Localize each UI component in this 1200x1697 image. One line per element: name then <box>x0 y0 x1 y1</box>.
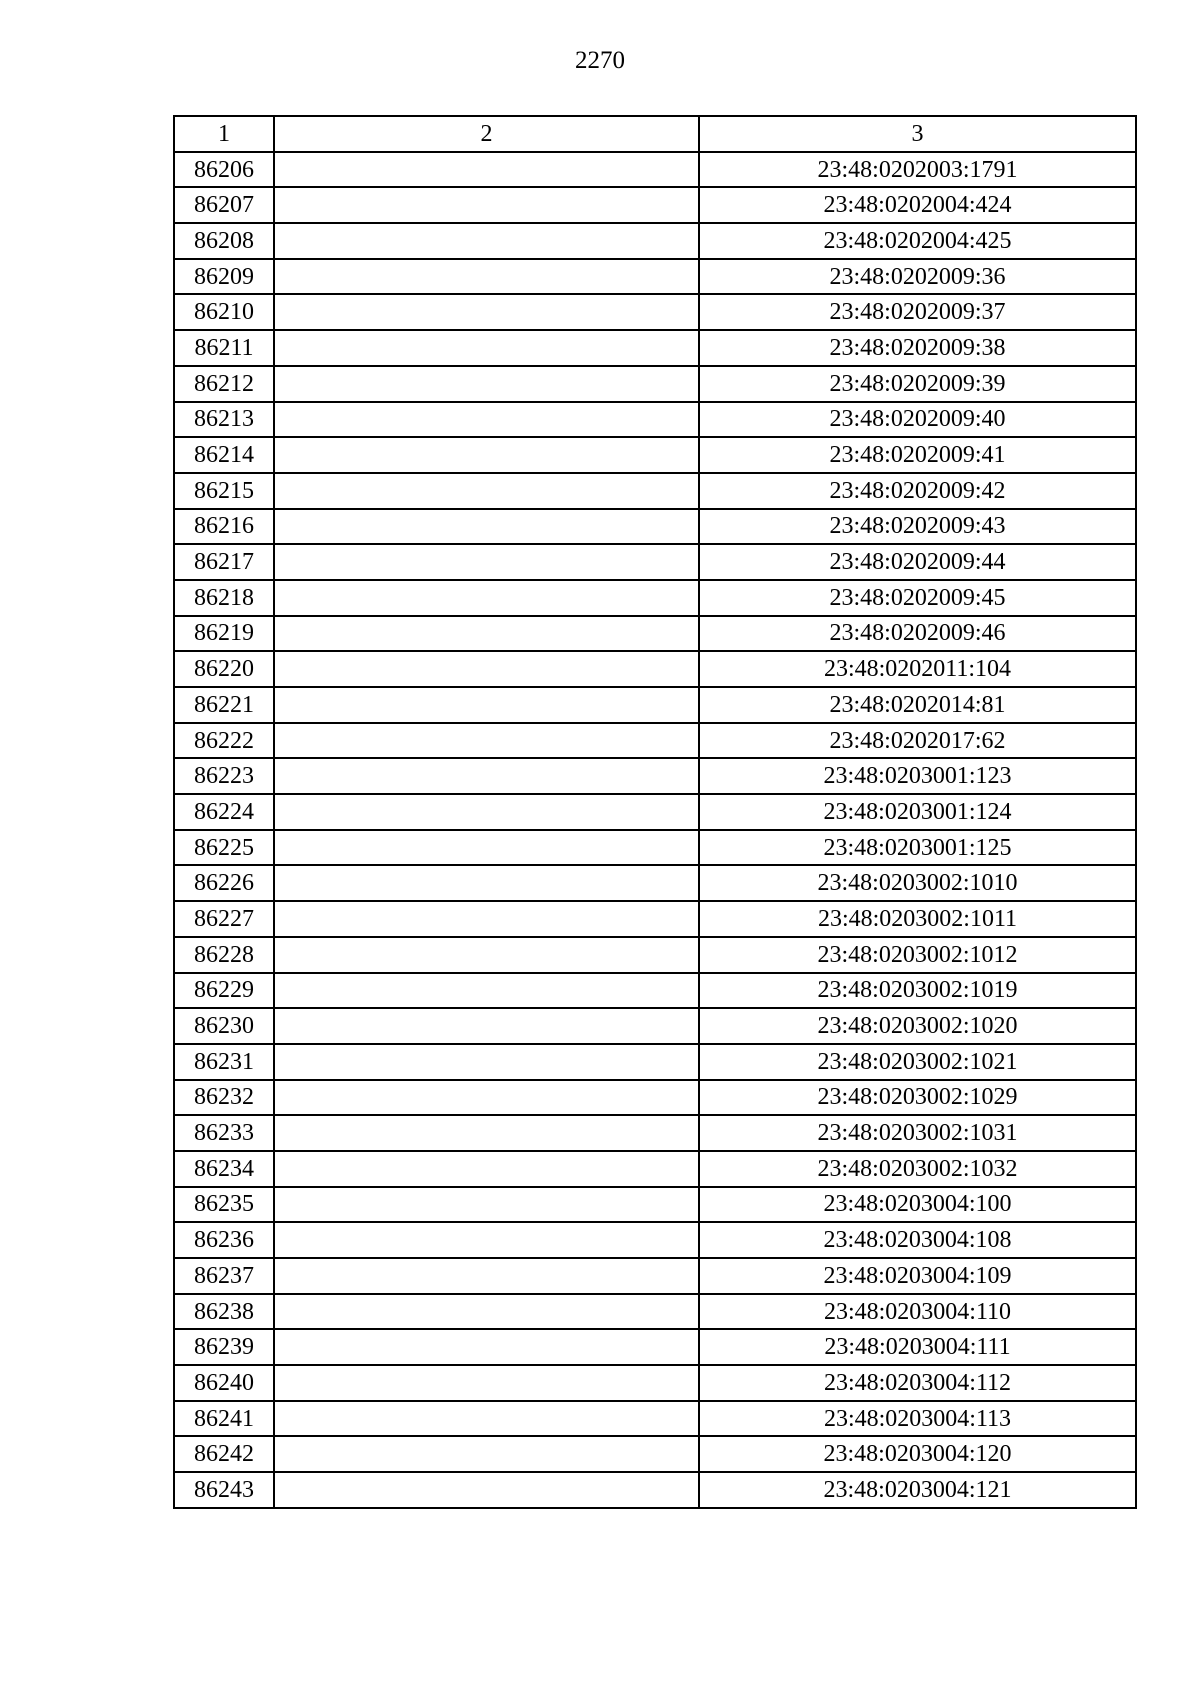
table-row <box>174 544 1136 580</box>
cadastral-number-cell: 23:48:0202004:424 <box>699 187 1136 223</box>
description-cell <box>274 1222 699 1258</box>
column-header-3: 3 <box>699 116 1136 152</box>
description-cell <box>274 1294 699 1330</box>
row-number-cell: 86220 <box>174 651 274 687</box>
description-cell <box>274 223 699 259</box>
description-cell <box>274 437 699 473</box>
description-cell <box>274 1472 699 1508</box>
description-cell <box>274 687 699 723</box>
cadastral-number-cell: 23:48:0202009:44 <box>699 544 1136 580</box>
row-number-cell: 86243 <box>174 1472 274 1508</box>
registry-table <box>173 115 1137 1509</box>
cadastral-number-cell: 23:48:0203002:1031 <box>699 1115 1136 1151</box>
header-row <box>174 116 1136 152</box>
cadastral-number-cell: 23:48:0203004:110 <box>699 1294 1136 1330</box>
cadastral-number-cell: 23:48:0203002:1021 <box>699 1044 1136 1080</box>
table-row <box>174 509 1136 545</box>
cadastral-number-cell: 23:48:0203004:109 <box>699 1258 1136 1294</box>
row-number-cell: 86217 <box>174 544 274 580</box>
cadastral-number-cell: 23:48:0203002:1012 <box>699 937 1136 973</box>
description-cell <box>274 402 699 438</box>
cadastral-number-cell: 23:48:0202004:425 <box>699 223 1136 259</box>
table-row <box>174 437 1136 473</box>
row-number-cell: 86240 <box>174 1365 274 1401</box>
row-number-cell: 86227 <box>174 901 274 937</box>
table-row <box>174 687 1136 723</box>
row-number-cell: 86212 <box>174 366 274 402</box>
row-number-cell: 86235 <box>174 1187 274 1223</box>
table-row <box>174 1187 1136 1223</box>
cadastral-number-cell: 23:48:0202014:81 <box>699 687 1136 723</box>
row-number-cell: 86238 <box>174 1294 274 1330</box>
description-cell <box>274 651 699 687</box>
description-cell <box>274 758 699 794</box>
description-cell <box>274 330 699 366</box>
table-row <box>174 259 1136 295</box>
row-number-cell: 86218 <box>174 580 274 616</box>
description-cell <box>274 1151 699 1187</box>
description-cell <box>274 865 699 901</box>
description-cell <box>274 1187 699 1223</box>
description-cell <box>274 544 699 580</box>
row-number-cell: 86210 <box>174 294 274 330</box>
row-number-cell: 86239 <box>174 1329 274 1365</box>
row-number-cell: 86225 <box>174 830 274 866</box>
cadastral-number-cell: 23:48:0202009:46 <box>699 616 1136 652</box>
table-row <box>174 1436 1136 1472</box>
table-row <box>174 937 1136 973</box>
cadastral-number-cell: 23:48:0203001:125 <box>699 830 1136 866</box>
cadastral-number-cell: 23:48:0203002:1020 <box>699 1008 1136 1044</box>
cadastral-number-cell: 23:48:0202009:39 <box>699 366 1136 402</box>
description-cell <box>274 366 699 402</box>
table-row <box>174 1151 1136 1187</box>
row-number-cell: 86221 <box>174 687 274 723</box>
table-row <box>174 865 1136 901</box>
cadastral-number-cell: 23:48:0202017:62 <box>699 723 1136 759</box>
cadastral-number-cell: 23:48:0202009:45 <box>699 580 1136 616</box>
cadastral-number-cell: 23:48:0203002:1029 <box>699 1080 1136 1116</box>
row-number-cell: 86208 <box>174 223 274 259</box>
description-cell <box>274 473 699 509</box>
row-number-cell: 86214 <box>174 437 274 473</box>
table-row <box>174 794 1136 830</box>
description-cell <box>274 1436 699 1472</box>
column-header-1: 1 <box>174 116 274 152</box>
description-cell <box>274 723 699 759</box>
table-row <box>174 580 1136 616</box>
row-number-cell: 86216 <box>174 509 274 545</box>
row-number-cell: 86223 <box>174 758 274 794</box>
table-row <box>174 187 1136 223</box>
table-row <box>174 473 1136 509</box>
row-number-cell: 86224 <box>174 794 274 830</box>
description-cell <box>274 187 699 223</box>
description-cell <box>274 616 699 652</box>
table-row <box>174 330 1136 366</box>
cadastral-number-cell: 23:48:0203001:123 <box>699 758 1136 794</box>
column-header-2: 2 <box>274 116 699 152</box>
row-number-cell: 86233 <box>174 1115 274 1151</box>
row-number-cell: 86237 <box>174 1258 274 1294</box>
cadastral-number-cell: 23:48:0203004:111 <box>699 1329 1136 1365</box>
cadastral-number-cell: 23:48:0203004:120 <box>699 1436 1136 1472</box>
description-cell <box>274 1401 699 1437</box>
cadastral-number-cell: 23:48:0203004:100 <box>699 1187 1136 1223</box>
table-row <box>174 1080 1136 1116</box>
description-cell <box>274 1258 699 1294</box>
table-row <box>174 901 1136 937</box>
table-row <box>174 830 1136 866</box>
row-number-cell: 86242 <box>174 1436 274 1472</box>
table-row <box>174 294 1136 330</box>
cadastral-number-cell: 23:48:0203002:1011 <box>699 901 1136 937</box>
cadastral-number-cell: 23:48:0203004:121 <box>699 1472 1136 1508</box>
cadastral-number-cell: 23:48:0202009:43 <box>699 509 1136 545</box>
row-number-cell: 86228 <box>174 937 274 973</box>
table-row <box>174 152 1136 188</box>
row-number-cell: 86211 <box>174 330 274 366</box>
cadastral-number-cell: 23:48:0202009:42 <box>699 473 1136 509</box>
description-cell <box>274 794 699 830</box>
row-number-cell: 86232 <box>174 1080 274 1116</box>
cadastral-number-cell: 23:48:0203002:1032 <box>699 1151 1136 1187</box>
row-number-cell: 86236 <box>174 1222 274 1258</box>
table-row <box>174 1472 1136 1508</box>
cadastral-number-cell: 23:48:0202009:38 <box>699 330 1136 366</box>
table-row <box>174 1329 1136 1365</box>
description-cell <box>274 1008 699 1044</box>
cadastral-number-cell: 23:48:0203002:1010 <box>699 865 1136 901</box>
table-header <box>174 116 1136 152</box>
row-number-cell: 86241 <box>174 1401 274 1437</box>
table-row <box>174 1401 1136 1437</box>
cadastral-number-cell: 23:48:0203004:108 <box>699 1222 1136 1258</box>
row-number-cell: 86222 <box>174 723 274 759</box>
description-cell <box>274 973 699 1009</box>
row-number-cell: 86206 <box>174 152 274 188</box>
table-row <box>174 1258 1136 1294</box>
table-row <box>174 366 1136 402</box>
description-cell <box>274 152 699 188</box>
row-number-cell: 86207 <box>174 187 274 223</box>
cadastral-number-cell: 23:48:0202009:36 <box>699 259 1136 295</box>
description-cell <box>274 1115 699 1151</box>
row-number-cell: 86215 <box>174 473 274 509</box>
description-cell <box>274 1044 699 1080</box>
cadastral-number-cell: 23:48:0202009:40 <box>699 402 1136 438</box>
table-row <box>174 723 1136 759</box>
row-number-cell: 86231 <box>174 1044 274 1080</box>
cadastral-number-cell: 23:48:0202009:37 <box>699 294 1136 330</box>
description-cell <box>274 1365 699 1401</box>
table-row <box>174 1044 1136 1080</box>
table-body <box>174 152 1136 1508</box>
table-row <box>174 1365 1136 1401</box>
row-number-cell: 86234 <box>174 1151 274 1187</box>
table-row <box>174 1115 1136 1151</box>
table-row <box>174 1008 1136 1044</box>
cadastral-number-cell: 23:48:0202009:41 <box>699 437 1136 473</box>
cadastral-number-cell: 23:48:0202011:104 <box>699 651 1136 687</box>
table-row <box>174 223 1136 259</box>
description-cell <box>274 937 699 973</box>
cadastral-number-cell: 23:48:0203004:112 <box>699 1365 1136 1401</box>
description-cell <box>274 901 699 937</box>
cadastral-number-cell: 23:48:0203004:113 <box>699 1401 1136 1437</box>
table-row <box>174 1294 1136 1330</box>
cadastral-number-cell: 23:48:0203002:1019 <box>699 973 1136 1009</box>
table-row <box>174 1222 1136 1258</box>
description-cell <box>274 830 699 866</box>
page-number: 2270 <box>575 47 625 74</box>
description-cell <box>274 1080 699 1116</box>
description-cell <box>274 294 699 330</box>
cadastral-number-cell: 23:48:0202003:1791 <box>699 152 1136 188</box>
table-row <box>174 758 1136 794</box>
table-row <box>174 402 1136 438</box>
row-number-cell: 86229 <box>174 973 274 1009</box>
cadastral-number-cell: 23:48:0203001:124 <box>699 794 1136 830</box>
table-row <box>174 651 1136 687</box>
table-row <box>174 616 1136 652</box>
description-cell <box>274 509 699 545</box>
description-cell <box>274 580 699 616</box>
table-row <box>174 973 1136 1009</box>
row-number-cell: 86226 <box>174 865 274 901</box>
row-number-cell: 86230 <box>174 1008 274 1044</box>
description-cell <box>274 259 699 295</box>
row-number-cell: 86209 <box>174 259 274 295</box>
row-number-cell: 86213 <box>174 402 274 438</box>
row-number-cell: 86219 <box>174 616 274 652</box>
description-cell <box>274 1329 699 1365</box>
